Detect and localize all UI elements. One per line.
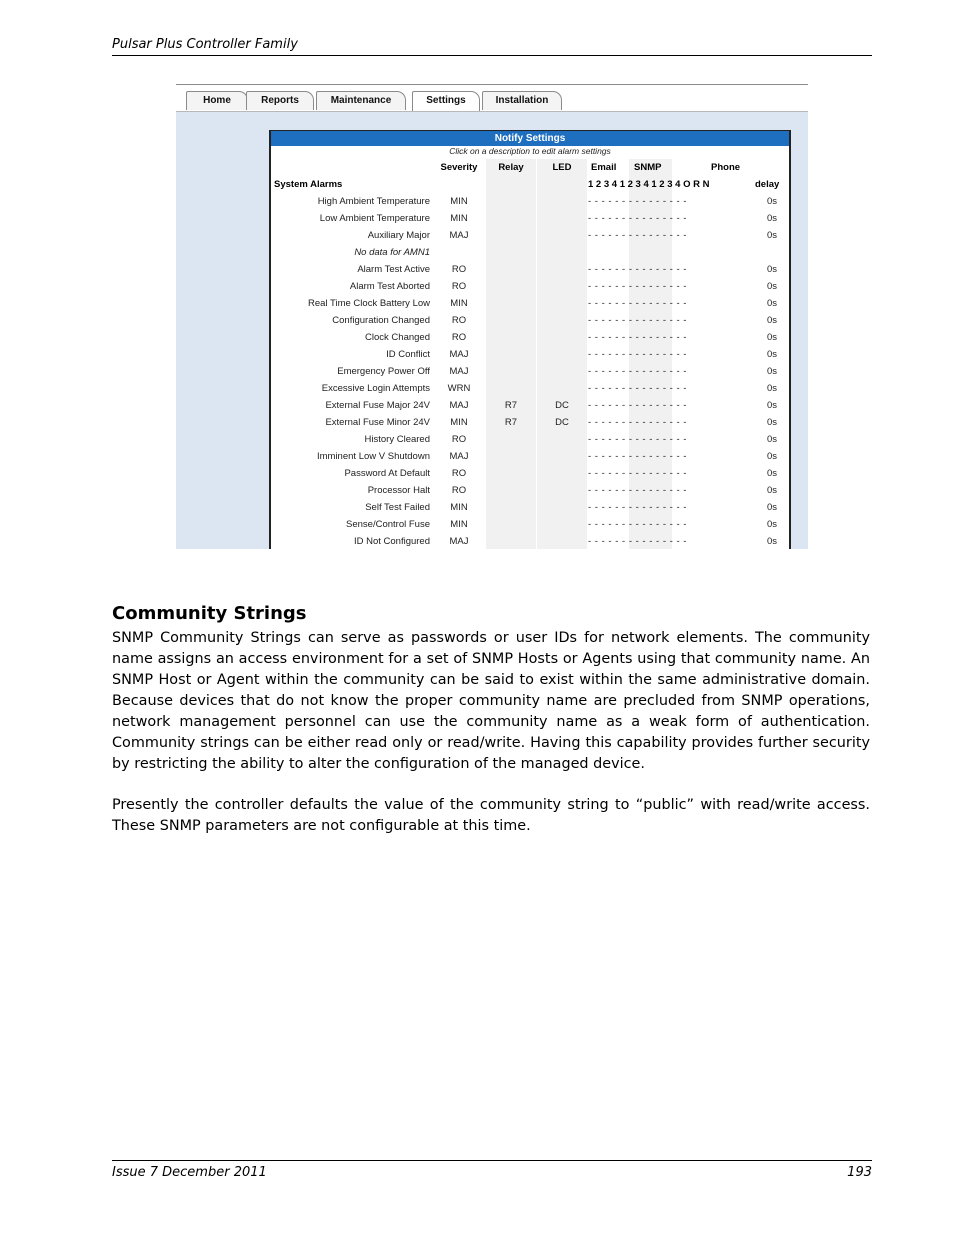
alarm-delay: 0s xyxy=(766,417,778,428)
alarm-notify-flags: - - - - - - - - - - - - - - - xyxy=(588,264,687,275)
section-header-row xyxy=(271,176,789,193)
alarm-row[interactable] xyxy=(271,295,789,312)
alarm-row[interactable] xyxy=(271,465,789,482)
alarm-notify-flags: - - - - - - - - - - - - - - - xyxy=(588,298,687,309)
alarm-severity: MIN xyxy=(450,417,468,428)
alarm-notify-flags: - - - - - - - - - - - - - - - xyxy=(588,230,687,241)
alarm-row[interactable] xyxy=(271,329,789,346)
alarm-led: DC xyxy=(555,400,569,411)
alarm-description[interactable]: Sense/Control Fuse xyxy=(346,519,430,530)
alarm-description[interactable]: Emergency Power Off xyxy=(337,366,430,377)
alarm-severity: RO xyxy=(451,281,467,292)
alarm-notify-flags: - - - - - - - - - - - - - - - xyxy=(588,383,687,394)
severity-header: Severity xyxy=(440,162,478,173)
alarm-severity: WRN xyxy=(447,383,471,394)
notify-settings-screenshot xyxy=(176,84,808,549)
alarm-description[interactable]: Alarm Test Active xyxy=(357,264,430,275)
alarm-severity: MAJ xyxy=(449,366,469,377)
alarm-description[interactable]: Imminent Low V Shutdown xyxy=(316,451,430,462)
running-header xyxy=(112,37,872,56)
delay-header: delay xyxy=(755,179,780,190)
column-header-row xyxy=(271,159,789,176)
alarm-description[interactable]: Self Test Failed xyxy=(365,502,430,513)
snmp-header: SNMP xyxy=(634,162,662,173)
alarm-severity: RO xyxy=(451,485,467,496)
alarm-severity: MAJ xyxy=(449,230,469,241)
tab-home[interactable]: Home xyxy=(186,91,248,110)
alarm-row[interactable] xyxy=(271,380,789,397)
alarm-description[interactable]: High Ambient Temperature xyxy=(317,196,430,207)
alarm-notify-flags: - - - - - - - - - - - - - - - xyxy=(588,366,687,377)
alarm-severity: MIN xyxy=(450,196,468,207)
relay-header: Relay xyxy=(498,162,524,173)
paragraph-1: SNMP Community Strings can serve as passwords or user IDs for network elements. The community name assigns an access environment for a set of SNMP Hosts or Agents using that community name. An SNMP Host or Agent within the community can be said to exist within the same administrative domain. Because devices that do not know the proper community name are precluded from SNMP operations, network management personnel can use the community name as a weak form of authentication. Community strings can be either read only or read/write. Having this capability provides further security by restricting the ability to alter the configuration of the managed device. xyxy=(112,630,870,772)
alarm-description[interactable]: Clock Changed xyxy=(365,332,430,343)
alarm-description[interactable]: Low Ambient Temperature xyxy=(319,213,430,224)
alarm-description[interactable]: Password At Default xyxy=(344,468,430,479)
alarm-description[interactable]: Configuration Changed xyxy=(332,315,430,326)
alarm-row[interactable] xyxy=(271,533,789,549)
alarm-delay: 0s xyxy=(766,281,778,292)
alarm-notify-flags: - - - - - - - - - - - - - - - xyxy=(588,468,687,479)
tab-installation[interactable]: Installation xyxy=(482,91,562,110)
alarm-description[interactable]: Excessive Login Attempts xyxy=(321,383,430,394)
alarm-notify-flags: - - - - - - - - - - - - - - - xyxy=(588,417,687,428)
system-alarms-label: System Alarms xyxy=(274,179,343,190)
alarm-notify-flags: - - - - - - - - - - - - - - - xyxy=(588,213,687,224)
alarm-delay: 0s xyxy=(766,332,778,343)
section-title: Community Strings xyxy=(112,603,307,624)
alarm-notify-flags: - - - - - - - - - - - - - - - xyxy=(588,434,687,445)
alarm-row[interactable] xyxy=(271,278,789,295)
alarm-row[interactable] xyxy=(271,261,789,278)
alarm-row[interactable] xyxy=(271,312,789,329)
alarm-severity: MIN xyxy=(450,502,468,513)
alarm-delay: 0s xyxy=(766,400,778,411)
alarm-notify-flags: - - - - - - - - - - - - - - - xyxy=(588,485,687,496)
alarm-delay: 0s xyxy=(766,315,778,326)
alarm-severity: MAJ xyxy=(449,451,469,462)
alarm-notify-flags: - - - - - - - - - - - - - - - xyxy=(588,196,687,207)
alarm-delay: 0s xyxy=(766,502,778,513)
alarm-notify-flags: - - - - - - - - - - - - - - - xyxy=(588,281,687,292)
alarm-severity: MAJ xyxy=(449,400,469,411)
alarm-relay: R7 xyxy=(504,417,518,428)
alarm-severity: MAJ xyxy=(449,349,469,360)
alarm-severity: RO xyxy=(451,264,467,275)
panel-title: Notify Settings xyxy=(271,131,789,146)
alarm-delay: 0s xyxy=(766,485,778,496)
phone-header: Phone xyxy=(711,162,741,173)
led-header: LED xyxy=(552,162,572,173)
alarm-description[interactable]: ID Conflict xyxy=(386,349,430,360)
alarm-description[interactable]: External Fuse Minor 24V xyxy=(325,417,430,428)
channel-sub-headers: 1 2 3 4 1 2 3 4 1 2 3 4 O R N xyxy=(588,179,710,190)
notify-settings-panel xyxy=(269,130,791,549)
alarm-delay: 0s xyxy=(766,536,778,547)
alarm-description[interactable]: Processor Halt xyxy=(367,485,430,496)
alarm-row[interactable] xyxy=(271,346,789,363)
alarm-notify-flags: - - - - - - - - - - - - - - - xyxy=(588,400,687,411)
tab-maintenance[interactable]: Maintenance xyxy=(316,91,406,110)
alarm-notify-flags: - - - - - - - - - - - - - - - xyxy=(588,451,687,462)
tab-settings[interactable]: Settings xyxy=(412,91,480,111)
alarm-delay: 0s xyxy=(766,468,778,479)
alarm-row[interactable] xyxy=(271,431,789,448)
alarm-delay: 0s xyxy=(766,451,778,462)
alarm-delay: 0s xyxy=(766,196,778,207)
alarm-relay: R7 xyxy=(504,400,518,411)
alarm-row[interactable] xyxy=(271,516,789,533)
alarm-row[interactable] xyxy=(271,499,789,516)
alarm-severity: MIN xyxy=(450,519,468,530)
alarm-delay: 0s xyxy=(766,298,778,309)
alarm-row[interactable] xyxy=(271,448,789,465)
alarm-severity: RO xyxy=(451,468,467,479)
alarm-row[interactable] xyxy=(271,210,789,227)
footer-page-number: 193 xyxy=(847,1165,872,1180)
alarm-description[interactable]: History Cleared xyxy=(364,434,430,445)
alarm-row[interactable] xyxy=(271,482,789,499)
alarm-severity: RO xyxy=(451,332,467,343)
tab-bar xyxy=(176,85,808,112)
alarm-delay: 0s xyxy=(766,349,778,360)
alarm-row[interactable] xyxy=(271,414,789,431)
alarm-notify-flags: - - - - - - - - - - - - - - - xyxy=(588,502,687,513)
alarm-delay: 0s xyxy=(766,264,778,275)
alarm-severity: RO xyxy=(451,315,467,326)
tab-reports[interactable]: Reports xyxy=(246,91,314,110)
footer-issue: Issue 7 December 2011 xyxy=(112,1165,267,1180)
alarm-description[interactable]: ID Not Configured xyxy=(353,536,430,547)
running-footer xyxy=(112,1160,872,1180)
alarm-row[interactable] xyxy=(271,363,789,380)
alarm-row[interactable] xyxy=(271,227,789,244)
alarm-row xyxy=(271,244,789,261)
paragraph-2: Presently the controller defaults the value of the community string to “public” with read/write access. These SNMP parameters are not configurable at this time. xyxy=(112,797,870,834)
alarm-severity: RO xyxy=(451,434,467,445)
alarm-description[interactable]: External Fuse Major 24V xyxy=(325,400,430,411)
running-header-title: Pulsar Plus Controller Family xyxy=(112,37,298,52)
alarm-led: DC xyxy=(555,417,569,428)
alarm-delay: 0s xyxy=(766,230,778,241)
alarm-delay: 0s xyxy=(766,383,778,394)
alarm-delay: 0s xyxy=(766,519,778,530)
alarm-description[interactable]: Alarm Test Aborted xyxy=(349,281,430,292)
email-header: Email xyxy=(591,162,617,173)
alarm-severity: MAJ xyxy=(449,536,469,547)
alarm-row[interactable] xyxy=(271,193,789,210)
alarm-severity: MIN xyxy=(450,298,468,309)
alarm-notify-flags: - - - - - - - - - - - - - - - xyxy=(588,332,687,343)
alarm-notify-flags: - - - - - - - - - - - - - - - xyxy=(588,349,687,360)
alarm-delay: 0s xyxy=(766,366,778,377)
alarm-description[interactable]: Real Time Clock Battery Low xyxy=(308,298,430,309)
panel-subtitle: Click on a description to edit alarm settings xyxy=(449,146,611,156)
alarm-row[interactable] xyxy=(271,397,789,414)
alarm-notify-flags: - - - - - - - - - - - - - - - xyxy=(588,519,687,530)
alarm-severity: MIN xyxy=(450,213,468,224)
alarm-notify-flags: - - - - - - - - - - - - - - - xyxy=(588,315,687,326)
alarm-notify-flags: - - - - - - - - - - - - - - - xyxy=(588,536,687,547)
alarm-description: No data for AMN1 xyxy=(354,247,430,258)
alarm-description[interactable]: Auxiliary Major xyxy=(367,230,430,241)
alarm-delay: 0s xyxy=(766,213,778,224)
alarm-delay: 0s xyxy=(766,434,778,445)
